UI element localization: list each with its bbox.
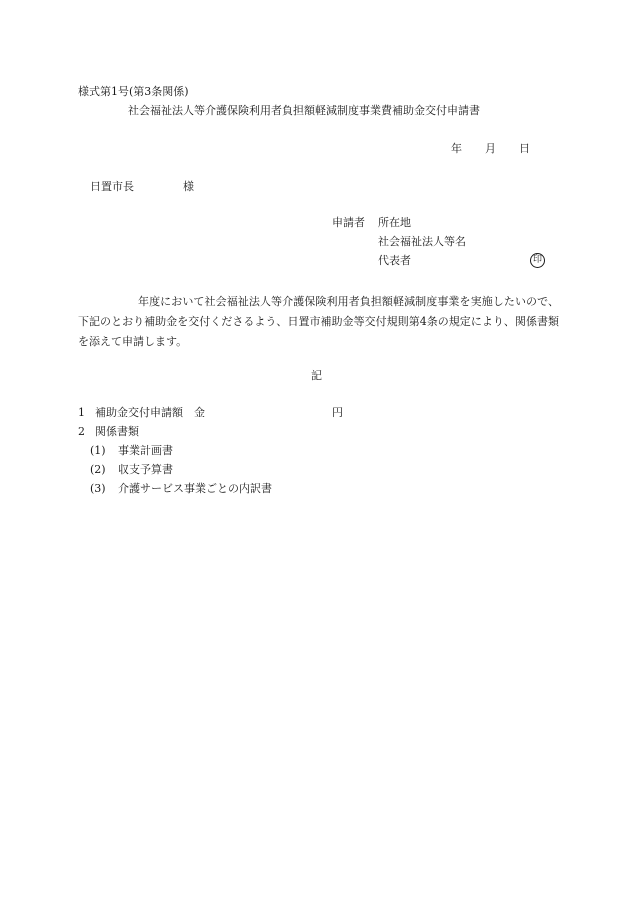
date-year: 年: [451, 142, 462, 155]
subitem-3-number: (3): [90, 482, 106, 495]
addressee-name: 日置市長: [90, 180, 134, 193]
ki-heading: 記: [311, 369, 322, 382]
addressee-honorific: 様: [183, 180, 194, 193]
subitem-3-label: 介護サービス事業ごとの内訳書: [118, 482, 272, 495]
item-1-number: 1: [78, 406, 85, 419]
organization-label: 社会福祉法人等名: [378, 235, 466, 248]
date-month: 月: [485, 142, 496, 155]
seal-mark: 印: [530, 253, 545, 268]
body-paragraph: 年度において社会福祉法人等介護保険利用者負担額軽減制度事業を実施したいので、下記のとおり補助金を交付くださるよう、日置市補助金等交付規則第4条の規定により、関係書類を添えて申請します。: [78, 295, 559, 348]
item-1-kin: 金: [194, 406, 205, 419]
date-day: 日: [519, 142, 530, 155]
item-2-number: 2: [78, 425, 85, 438]
item-1-label: 補助金交付申請額: [95, 406, 183, 419]
subitem-1-number: (1): [90, 444, 106, 457]
form-number: 様式第1号(第3条関係): [78, 85, 189, 98]
representative-label: 代表者: [378, 254, 411, 267]
applicant-label: 申請者: [332, 216, 365, 229]
subitem-2-number: (2): [90, 463, 106, 476]
address-label: 所在地: [378, 216, 411, 229]
item-2-label: 関係書類: [95, 425, 139, 438]
subitem-1-label: 事業計画書: [118, 444, 173, 457]
item-1-yen: 円: [332, 406, 343, 419]
subitem-2-label: 収支予算書: [118, 463, 173, 476]
document-title: 社会福祉法人等介護保険利用者負担額軽減制度事業費補助金交付申請書: [128, 104, 480, 117]
